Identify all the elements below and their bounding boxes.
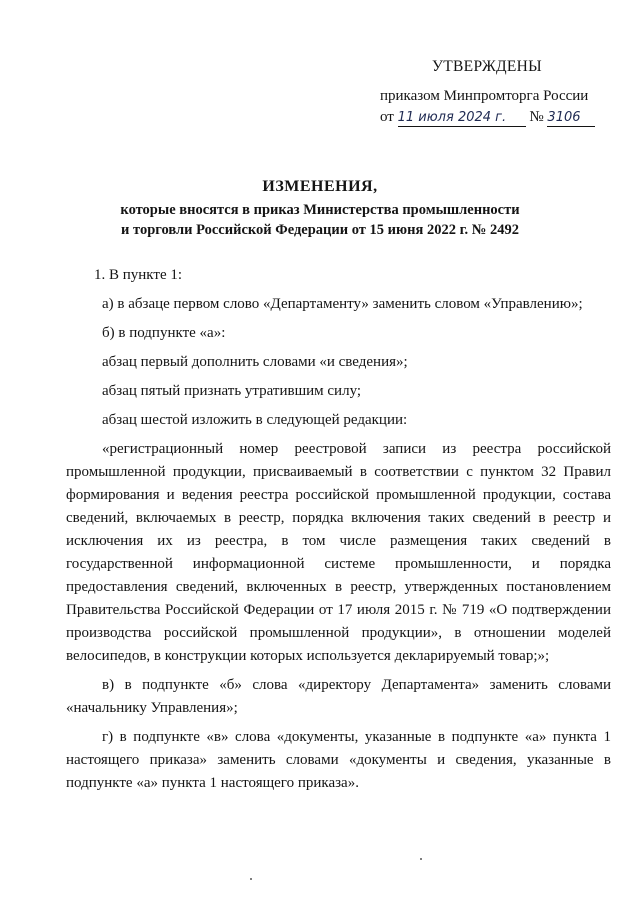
approval-order-line: приказом Минпромторга России: [380, 88, 589, 104]
subitem-b-paragraph-2: абзац пятый признать утратившим силу;: [102, 383, 362, 399]
approval-title: УТВЕРЖДЕНЫ: [432, 58, 542, 75]
item-1: 1. В пункте 1:: [94, 267, 183, 283]
number-prefix: №: [529, 109, 544, 125]
subitem-b: б) в подпункте «а»:: [102, 325, 226, 341]
subitem-v: в) в подпункте «б» слова «директору Департамента» заменить словами «начальнику Управления»;: [66, 677, 611, 716]
handwritten-number: 3106: [547, 110, 581, 125]
date-prefix: от: [380, 109, 394, 125]
approval-date-line: [380, 109, 595, 127]
heading-subtitle-line2: и торговли Российской Федерации от 15 июня 2022 г. № 2492: [121, 222, 519, 238]
date-field: [398, 109, 526, 127]
scan-speck: [420, 858, 422, 860]
document-body: [66, 264, 611, 795]
subitem-b-paragraph-1: абзац первый дополнить словами «и сведения»;: [102, 354, 408, 370]
handwritten-date: 11 июля 2024 г.: [397, 110, 507, 125]
subitem-a: а) в абзаце первом слово «Департаменту» заменить словом «Управлению»;: [102, 296, 583, 312]
quoted-text: «регистрационный номер реестровой записи из реестра российской промышленной продукции, присваиваемый в соответствии с пунктом 32 Правил формирования и ведения реестра российской промышленной продукции, состава сведений, включаемых в реестр, порядка включения таких сведений в реестр и исключения их из реестра, в том числе размещения таких сведений в государственной информационной системе промышленности, и порядка предоставления сведений, включенных в реестр, утвержденных постановлением Правительства Российской Федерации от 17 июля 2015 г. № 719 «О подтверждении производства российской промышленной продукции», в отношении моделей велосипедов, в конструкции которых используется декларируемый товар;»;: [66, 441, 611, 664]
document-heading: [0, 178, 640, 240]
heading-title: ИЗМЕНЕНИЯ,: [262, 178, 378, 195]
subitem-b-paragraph-3: абзац шестой изложить в следующей редакции:: [102, 412, 408, 428]
subitem-g: г) в подпункте «в» слова «документы, указанные в подпункте «а» пункта 1 настоящего приказа» заменить словами «документы и сведения, указанные в подпункте «а» пункта 1 настоящего приказа».: [66, 729, 611, 791]
heading-subtitle-line1: которые вносятся в приказ Министерства промышленности: [120, 202, 520, 218]
scan-speck: [250, 878, 252, 880]
number-field: [547, 109, 595, 127]
